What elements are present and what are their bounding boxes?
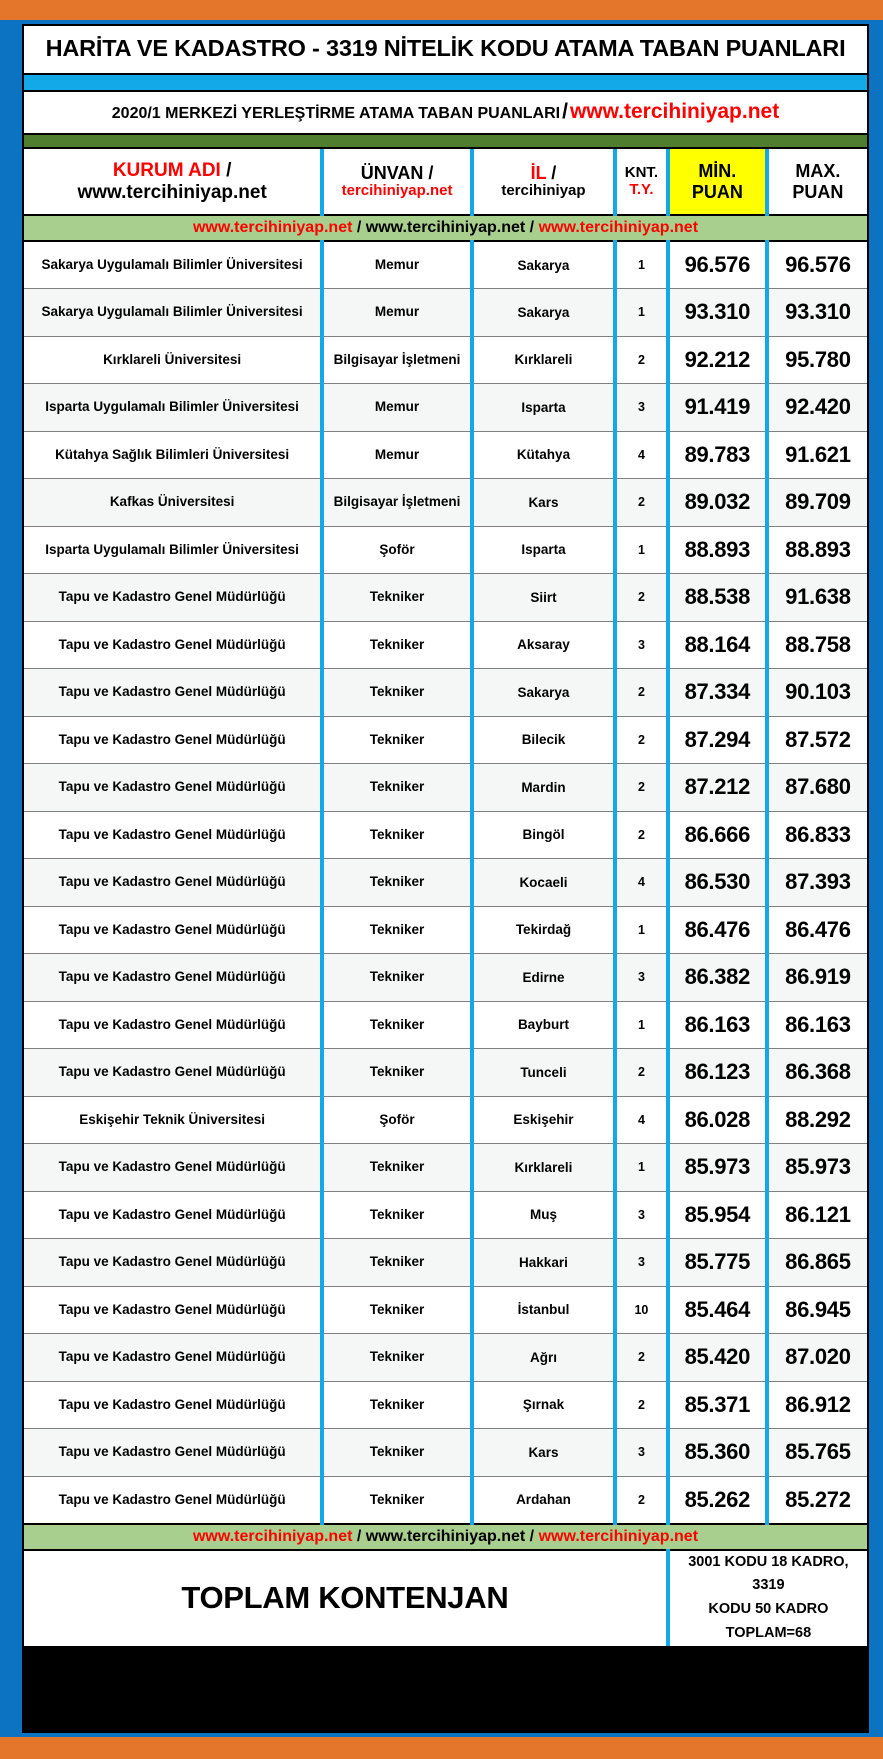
table-row — [24, 289, 867, 337]
cell-kurum: Tapu ve Kadastro Genel Müdürlüğü — [24, 574, 322, 622]
cell-knt: 2 — [615, 1334, 668, 1382]
cell-unvan: Şoför — [322, 1096, 472, 1144]
cell-unvan: Tekniker — [322, 764, 472, 812]
cell-min-puan: 86.123 — [668, 1049, 767, 1097]
cell-kurum: Tapu ve Kadastro Genel Müdürlüğü — [24, 621, 322, 669]
cell-unvan: Tekniker — [322, 1001, 472, 1049]
table-row — [24, 906, 867, 954]
subtitle-text: 2020/1 MERKEZİ YERLEŞTİRME ATAMA TABAN PUANLARI — [111, 105, 561, 122]
cell-max-puan: 95.780 — [767, 336, 867, 384]
table-row — [24, 1049, 867, 1097]
column-header-kurum-line2: www.tercihiniyap.net — [77, 181, 267, 203]
cell-knt: 3 — [615, 621, 668, 669]
cell-kurum: Tapu ve Kadastro Genel Müdürlüğü — [24, 906, 322, 954]
cell-min-puan: 85.954 — [668, 1191, 767, 1239]
cell-min-puan: 86.476 — [668, 906, 767, 954]
cell-min-puan: 89.032 — [668, 479, 767, 527]
cell-kurum: Tapu ve Kadastro Genel Müdürlüğü — [24, 764, 322, 812]
column-header-unvan-line2: tercihiniyap.net — [341, 182, 453, 200]
cell-il: Kars — [472, 479, 615, 527]
table-row — [24, 384, 867, 432]
cell-min-puan: 87.212 — [668, 764, 767, 812]
cell-unvan: Memur — [322, 431, 472, 479]
cell-knt: 1 — [615, 906, 668, 954]
cell-il: Edirne — [472, 954, 615, 1002]
cell-min-puan: 85.775 — [668, 1239, 767, 1287]
cell-knt: 1 — [615, 1144, 668, 1192]
cell-il: Sakarya — [472, 669, 615, 717]
cell-max-puan: 86.368 — [767, 1049, 867, 1097]
cell-max-puan: 85.272 — [767, 1476, 867, 1524]
cell-unvan: Memur — [322, 289, 472, 337]
cell-unvan: Tekniker — [322, 1191, 472, 1239]
cell-min-puan: 85.973 — [668, 1144, 767, 1192]
cell-unvan: Tekniker — [322, 669, 472, 717]
cell-max-puan: 87.572 — [767, 716, 867, 764]
footer-total-label-cell — [24, 1550, 668, 1647]
cell-knt: 2 — [615, 1476, 668, 1524]
cell-kurum: Tapu ve Kadastro Genel Müdürlüğü — [24, 1286, 322, 1334]
column-header-knt-line2: T.Y. — [629, 180, 654, 198]
cell-min-puan: 86.530 — [668, 859, 767, 907]
column-header-max-line2: PUAN — [792, 181, 844, 202]
table-row — [24, 479, 867, 527]
cell-kurum: Eskişehir Teknik Üniversitesi — [24, 1096, 322, 1144]
subtitle-row — [24, 92, 867, 135]
cell-max-puan: 92.420 — [767, 384, 867, 432]
subtitle-separator: / — [562, 100, 568, 123]
cell-knt: 1 — [615, 289, 668, 337]
footer-row — [24, 1550, 867, 1647]
cell-max-puan: 86.163 — [767, 1001, 867, 1049]
table-row — [24, 621, 867, 669]
table-header-row — [24, 149, 867, 215]
cell-unvan: Tekniker — [322, 954, 472, 1002]
table-row — [24, 859, 867, 907]
cell-il: Kars — [472, 1429, 615, 1477]
cell-knt: 2 — [615, 669, 668, 717]
cell-kurum: Tapu ve Kadastro Genel Müdürlüğü — [24, 1049, 322, 1097]
cell-knt: 1 — [615, 1001, 668, 1049]
cell-knt: 1 — [615, 526, 668, 574]
cell-kurum: Tapu ve Kadastro Genel Müdürlüğü — [24, 1191, 322, 1239]
table-row — [24, 1144, 867, 1192]
cell-max-puan: 91.621 — [767, 431, 867, 479]
scores-table — [24, 149, 867, 1646]
table-row — [24, 1001, 867, 1049]
cell-il: Kütahya — [472, 431, 615, 479]
cell-knt: 4 — [615, 431, 668, 479]
promo-banner-top — [24, 215, 867, 241]
table-row — [24, 716, 867, 764]
cell-min-puan: 93.310 — [668, 289, 767, 337]
promo-link-right-bottom[interactable]: www.tercihiniyap.net — [538, 1527, 699, 1545]
cell-unvan: Şoför — [322, 526, 472, 574]
cell-max-puan: 96.576 — [767, 241, 867, 289]
cell-min-puan: 89.783 — [668, 431, 767, 479]
column-header-kurum-line1: KURUM ADI / — [112, 160, 232, 182]
cell-min-puan: 85.420 — [668, 1334, 767, 1382]
cell-knt: 2 — [615, 574, 668, 622]
cell-il: Tunceli — [472, 1049, 615, 1097]
cell-il: Tekirdağ — [472, 906, 615, 954]
cell-max-puan: 89.709 — [767, 479, 867, 527]
table-row — [24, 526, 867, 574]
cell-kurum: Tapu ve Kadastro Genel Müdürlüğü — [24, 1476, 322, 1524]
page-title: HARİTA VE KADASTRO - 3319 NİTELİK KODU ATAMA TABAN PUANLARI — [45, 35, 846, 61]
cell-max-puan: 90.103 — [767, 669, 867, 717]
cell-max-puan: 88.893 — [767, 526, 867, 574]
subtitle-website-link[interactable]: www.tercihiniyap.net — [569, 100, 780, 123]
cell-kurum: Tapu ve Kadastro Genel Müdürlüğü — [24, 1334, 322, 1382]
cell-unvan: Tekniker — [322, 716, 472, 764]
footer-note-line2: KODU 50 KADRO TOPLAM=68 — [708, 1601, 829, 1642]
cell-knt: 2 — [615, 716, 668, 764]
cell-max-puan: 85.973 — [767, 1144, 867, 1192]
table-row — [24, 1429, 867, 1477]
promo-banner-bottom — [24, 1524, 867, 1550]
cell-min-puan: 85.371 — [668, 1381, 767, 1429]
promo-banner-top-cell — [24, 215, 867, 241]
cell-knt: 3 — [615, 384, 668, 432]
footer-note-cell — [668, 1550, 867, 1647]
column-header-max-line1: MAX. — [795, 161, 841, 182]
column-header-min-line2: PUAN — [691, 181, 743, 202]
cell-kurum: Kırklareli Üniversitesi — [24, 336, 322, 384]
cell-kurum: Isparta Uygulamalı Bilimler Üniversitesi — [24, 526, 322, 574]
table-row — [24, 336, 867, 384]
cell-min-puan: 87.294 — [668, 716, 767, 764]
cell-knt: 2 — [615, 1049, 668, 1097]
cell-unvan: Tekniker — [322, 1049, 472, 1097]
promo-link-middle[interactable]: www.tercihiniyap.net — [365, 219, 526, 236]
column-header-il-line1: İL / — [530, 163, 557, 184]
column-header-unvan — [322, 149, 472, 215]
cell-unvan: Tekniker — [322, 574, 472, 622]
cell-unvan: Tekniker — [322, 859, 472, 907]
cell-kurum: Tapu ve Kadastro Genel Müdürlüğü — [24, 859, 322, 907]
cell-knt: 1 — [615, 241, 668, 289]
cell-min-puan: 92.212 — [668, 336, 767, 384]
column-header-kurum — [24, 149, 322, 215]
promo-link-right[interactable]: www.tercihiniyap.net — [538, 219, 699, 236]
cell-knt: 2 — [615, 811, 668, 859]
cell-unvan: Memur — [322, 384, 472, 432]
cell-knt: 2 — [615, 1381, 668, 1429]
cell-il: Ardahan — [472, 1476, 615, 1524]
cell-max-puan: 85.765 — [767, 1429, 867, 1477]
cell-unvan: Tekniker — [322, 1239, 472, 1287]
cell-min-puan: 86.163 — [668, 1001, 767, 1049]
cell-max-puan: 86.912 — [767, 1381, 867, 1429]
column-header-knt — [615, 149, 668, 215]
table-row — [24, 764, 867, 812]
footer-note-line1: 3001 KODU 18 KADRO, 3319 — [688, 1553, 849, 1594]
cell-kurum: Sakarya Uygulamalı Bilimler Üniversitesi — [24, 241, 322, 289]
cell-il: Siirt — [472, 574, 615, 622]
column-header-min-puan — [668, 149, 767, 215]
cell-min-puan: 86.666 — [668, 811, 767, 859]
cell-unvan: Memur — [322, 241, 472, 289]
cell-unvan: Tekniker — [322, 811, 472, 859]
column-header-il-line2: tercihiniyap — [501, 182, 586, 200]
cell-il: Kırklareli — [472, 1144, 615, 1192]
cell-max-puan: 91.638 — [767, 574, 867, 622]
table-row — [24, 1381, 867, 1429]
top-orange-band — [0, 0, 883, 20]
promo-slash-2: / — [529, 219, 535, 236]
cell-il: Kırklareli — [472, 336, 615, 384]
cell-knt: 3 — [615, 1429, 668, 1477]
cell-il: Mardin — [472, 764, 615, 812]
table-row — [24, 669, 867, 717]
cell-il: Isparta — [472, 526, 615, 574]
cell-kurum: Isparta Uygulamalı Bilimler Üniversitesi — [24, 384, 322, 432]
cell-kurum: Tapu ve Kadastro Genel Müdürlüğü — [24, 716, 322, 764]
cell-knt: 3 — [615, 1239, 668, 1287]
cell-knt: 2 — [615, 336, 668, 384]
cell-il: Kocaeli — [472, 859, 615, 907]
promo-slash-2-bottom: / — [529, 1527, 535, 1545]
table-row — [24, 1191, 867, 1239]
cell-min-puan: 85.464 — [668, 1286, 767, 1334]
promo-slash-1: / — [356, 219, 362, 236]
cell-max-puan: 87.680 — [767, 764, 867, 812]
cell-min-puan: 91.419 — [668, 384, 767, 432]
dark-green-divider-bar — [24, 135, 867, 149]
blue-frame — [0, 20, 883, 1737]
cell-unvan: Tekniker — [322, 906, 472, 954]
cell-max-puan: 87.393 — [767, 859, 867, 907]
table-row — [24, 1096, 867, 1144]
cell-kurum: Tapu ve Kadastro Genel Müdürlüğü — [24, 1429, 322, 1477]
cell-max-puan: 88.292 — [767, 1096, 867, 1144]
column-header-max-puan — [767, 149, 867, 215]
cell-min-puan: 88.164 — [668, 621, 767, 669]
cell-il: Şırnak — [472, 1381, 615, 1429]
table-row — [24, 811, 867, 859]
table-row — [24, 954, 867, 1002]
table-row — [24, 431, 867, 479]
cell-kurum: Tapu ve Kadastro Genel Müdürlüğü — [24, 1144, 322, 1192]
table-row — [24, 1334, 867, 1382]
cell-max-puan: 86.919 — [767, 954, 867, 1002]
cell-il: Ağrı — [472, 1334, 615, 1382]
cell-knt: 4 — [615, 859, 668, 907]
cell-unvan: Tekniker — [322, 1476, 472, 1524]
promo-link-left[interactable]: www.tercihiniyap.net — [192, 219, 353, 236]
cell-il: Muş — [472, 1191, 615, 1239]
cell-max-puan: 86.476 — [767, 906, 867, 954]
cell-il: Bayburt — [472, 1001, 615, 1049]
cell-knt: 2 — [615, 764, 668, 812]
cell-max-puan: 88.758 — [767, 621, 867, 669]
cell-min-puan: 88.893 — [668, 526, 767, 574]
cell-max-puan: 93.310 — [767, 289, 867, 337]
cyan-divider-bar — [24, 75, 867, 92]
cell-knt: 2 — [615, 479, 668, 527]
cell-max-puan: 86.833 — [767, 811, 867, 859]
promo-banner-bottom-cell — [24, 1524, 867, 1550]
cell-unvan: Tekniker — [322, 621, 472, 669]
promo-link-middle-bottom[interactable]: www.tercihiniyap.net — [365, 1527, 526, 1545]
cell-kurum: Tapu ve Kadastro Genel Müdürlüğü — [24, 1239, 322, 1287]
cell-il: Bilecik — [472, 716, 615, 764]
promo-slash-1-bottom: / — [356, 1527, 362, 1545]
main-title-row — [24, 26, 867, 75]
cell-kurum: Tapu ve Kadastro Genel Müdürlüğü — [24, 811, 322, 859]
cell-kurum: Tapu ve Kadastro Genel Müdürlüğü — [24, 1001, 322, 1049]
cell-min-puan: 96.576 — [668, 241, 767, 289]
cell-knt: 3 — [615, 954, 668, 1002]
promo-link-left-bottom[interactable]: www.tercihiniyap.net — [192, 1527, 353, 1545]
cell-unvan: Tekniker — [322, 1144, 472, 1192]
cell-unvan: Tekniker — [322, 1381, 472, 1429]
content-panel — [22, 24, 869, 1733]
cell-max-puan: 86.865 — [767, 1239, 867, 1287]
cell-il: Hakkari — [472, 1239, 615, 1287]
cell-kurum: Sakarya Uygulamalı Bilimler Üniversitesi — [24, 289, 322, 337]
cell-min-puan: 85.262 — [668, 1476, 767, 1524]
column-header-knt-line1: KNT. — [624, 163, 659, 181]
cell-min-puan: 86.382 — [668, 954, 767, 1002]
cell-unvan: Tekniker — [322, 1429, 472, 1477]
cell-knt: 3 — [615, 1191, 668, 1239]
cell-unvan: Bilgisayar İşletmeni — [322, 479, 472, 527]
table-row — [24, 1239, 867, 1287]
cell-il: Eskişehir — [472, 1096, 615, 1144]
cell-knt: 10 — [615, 1286, 668, 1334]
column-header-il — [472, 149, 615, 215]
table-row — [24, 574, 867, 622]
cell-unvan: Tekniker — [322, 1334, 472, 1382]
cell-kurum: Tapu ve Kadastro Genel Müdürlüğü — [24, 954, 322, 1002]
cell-min-puan: 88.538 — [668, 574, 767, 622]
cell-min-puan: 85.360 — [668, 1429, 767, 1477]
column-header-unvan-line1: ÜNVAN / — [360, 163, 434, 184]
cell-kurum: Tapu ve Kadastro Genel Müdürlüğü — [24, 669, 322, 717]
column-header-min-line1: MİN. — [698, 161, 737, 182]
cell-kurum: Kafkas Üniversitesi — [24, 479, 322, 527]
cell-max-puan: 86.945 — [767, 1286, 867, 1334]
cell-min-puan: 86.028 — [668, 1096, 767, 1144]
cell-min-puan: 87.334 — [668, 669, 767, 717]
cell-max-puan: 87.020 — [767, 1334, 867, 1382]
cell-kurum: Tapu ve Kadastro Genel Müdürlüğü — [24, 1381, 322, 1429]
cell-max-puan: 86.121 — [767, 1191, 867, 1239]
cell-il: Sakarya — [472, 241, 615, 289]
cell-unvan: Tekniker — [322, 1286, 472, 1334]
table-row — [24, 241, 867, 289]
cell-unvan: Bilgisayar İşletmeni — [322, 336, 472, 384]
table-row — [24, 1476, 867, 1524]
bottom-orange-band — [0, 1737, 883, 1759]
cell-il: Sakarya — [472, 289, 615, 337]
cell-kurum: Kütahya Sağlık Bilimleri Üniversitesi — [24, 431, 322, 479]
footer-total-label: TOPLAM KONTENJAN — [181, 1580, 509, 1616]
cell-il: İstanbul — [472, 1286, 615, 1334]
cell-il: Aksaray — [472, 621, 615, 669]
cell-knt: 4 — [615, 1096, 668, 1144]
cell-il: Isparta — [472, 384, 615, 432]
cell-il: Bingöl — [472, 811, 615, 859]
table-row — [24, 1286, 867, 1334]
